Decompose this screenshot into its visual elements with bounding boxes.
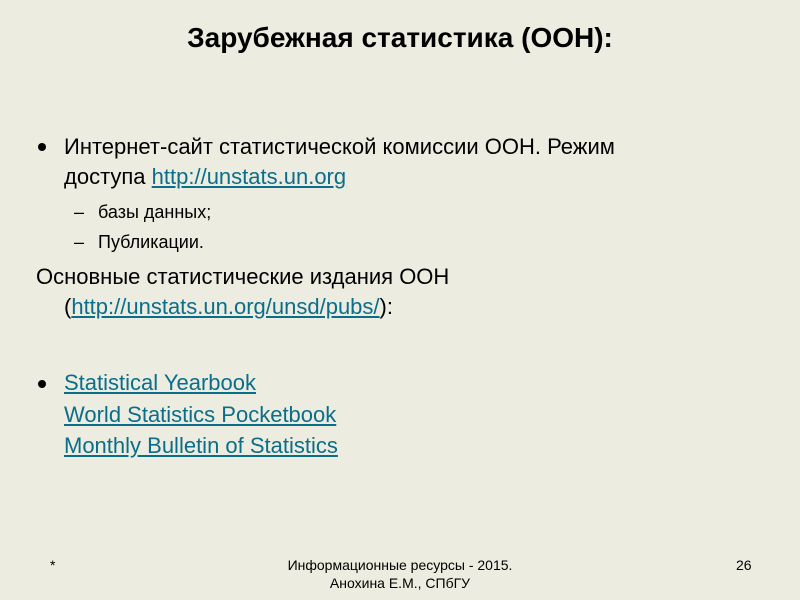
world-statistics-pocketbook-link[interactable]: World Statistics Pocketbook bbox=[64, 402, 337, 427]
page-number: 26 bbox=[736, 557, 752, 573]
bullet1-line1: Интернет-сайт статистической комиссии ООН. Режим bbox=[64, 134, 615, 159]
unstats-link[interactable]: http://unstats.un.org bbox=[151, 164, 347, 189]
monthly-bulletin-link[interactable]: Monthly Bulletin of Statistics bbox=[64, 433, 338, 458]
dash-icon: – bbox=[74, 232, 85, 252]
bullet-icon bbox=[38, 380, 46, 388]
publication-pocketbook bbox=[64, 400, 336, 430]
publication-yearbook bbox=[64, 368, 256, 398]
pubs-link[interactable]: http://unstats.un.org/unsd/pubs/ bbox=[71, 294, 380, 319]
paren-close: ): bbox=[379, 294, 393, 319]
publication-bulletin bbox=[64, 431, 338, 461]
footer-left: * bbox=[50, 557, 56, 573]
main-text-line1: Основные статистические издания ООН bbox=[36, 264, 450, 289]
dash-icon: – bbox=[74, 202, 85, 222]
footer-course: Информационные ресурсы - 2015. bbox=[287, 557, 513, 573]
statistical-yearbook-link[interactable]: Statistical Yearbook bbox=[64, 370, 257, 395]
footer-center bbox=[250, 556, 550, 592]
main-text-line2 bbox=[64, 292, 393, 322]
bullet-icon bbox=[38, 143, 46, 151]
subitem-publications: Публикации. bbox=[98, 232, 204, 252]
slide-title: Зарубежная статистика (ООН): bbox=[187, 22, 613, 53]
subitem-databases: базы данных; bbox=[98, 202, 212, 222]
bullet1-prefix: доступа bbox=[64, 164, 152, 189]
bullet1-line2 bbox=[64, 162, 346, 192]
footer-author: Анохина Е.М., СПбГУ bbox=[329, 575, 471, 591]
paren-open: ( bbox=[64, 294, 72, 319]
